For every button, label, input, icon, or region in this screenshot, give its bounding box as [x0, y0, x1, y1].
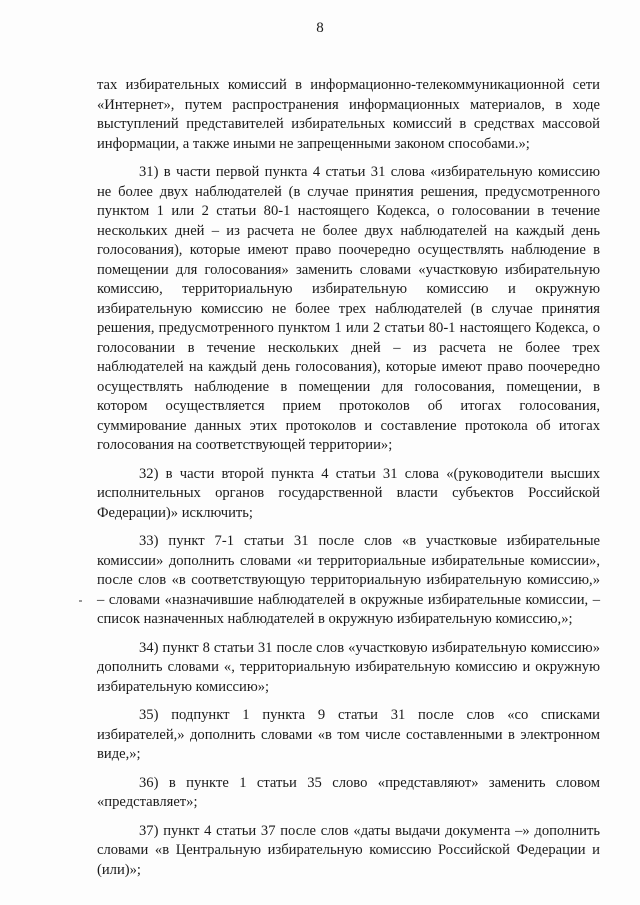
- paragraph-item-35: 35) подпункт 1 пункта 9 статьи 31 после слов «со списками избирателей,» дополнить словами «в том числе составленными в электронном виде,»;: [97, 707, 600, 762]
- page-number: 8: [316, 20, 324, 36]
- paragraph-item-31: 31) в части первой пункта 4 статьи 31 слова «избирательную комиссию не более двух наблюдателей (в случае принятия решения, предусмотренного пунктом 1 или 2 статьи 80-1 настоящего Кодекса, о голосовании в течение нескольких дней – из расчета не более двух наблюдателей на каждый день голосования), которые имеют право поочередно осуществлять наблюдение в помещении для голосования» заменить словами «участковую избирательную комиссию, территориальную избирательную комиссию и окружную избирательную комиссию не более трех наблюдателей (в случае принятия решения, предусмотренного пунктом 1 или 2 статьи 80-1 настоящего Кодекса, о голосовании в течение нескольких дней – из расчета не более трех наблюдателей на каждый день голосования), которые имеют право поочередно осуществлять наблюдение в помещении для голосования, помещении, в котором осуществляется прием протоколов об итогах голосования, суммирование данных этих протоколов и составление протокола об итогах голосования на соответствующей территории»;: [97, 164, 600, 453]
- paragraph-item-37: 37) пункт 4 статьи 37 после слов «даты выдачи документа –» дополнить словами «в Центральную избирательную комиссию Российской Федерации и (или)»;: [97, 822, 600, 878]
- paragraph-continuation: тах избирательных комиссий в информационно-телекоммуникационной сети «Интернет», путем распространения информационных материалов, в ходе выступлений представителей избирательных комиссий в средствах массовой информации, а также иными не запрещенными законом способами.»;: [97, 77, 600, 152]
- paragraph-item-32: 32) в части второй пункта 4 статьи 31 слова «(руководители высших исполнительных органов государственной власти субъектов Российской Федерации)» исключить;: [97, 465, 600, 521]
- scan-artifact-mark: [79, 600, 82, 602]
- paragraph-item-33: 33) пункт 7-1 статьи 31 после слов «в участковые избирательные комиссии» дополнить словами «и территориальные избирательные комиссии», после слов «в соответствующую территориальную избирательную комиссию,» – словами «назначившие наблюдателей в окружные избирательные комиссии, – список назначенных наблюдателей в окружную избирательную комиссию,»;: [97, 533, 600, 627]
- paragraph-item-34: 34) пункт 8 статьи 31 после слов «участковую избирательную комиссию» дополнить словами «, территориальную избирательную комиссию и окружную избирательную комиссию»;: [97, 639, 600, 695]
- document-body: [97, 76, 600, 889]
- paragraph-item-36: 36) в пункте 1 статьи 35 слово «представляют» заменить словом «представляет»;: [97, 774, 600, 810]
